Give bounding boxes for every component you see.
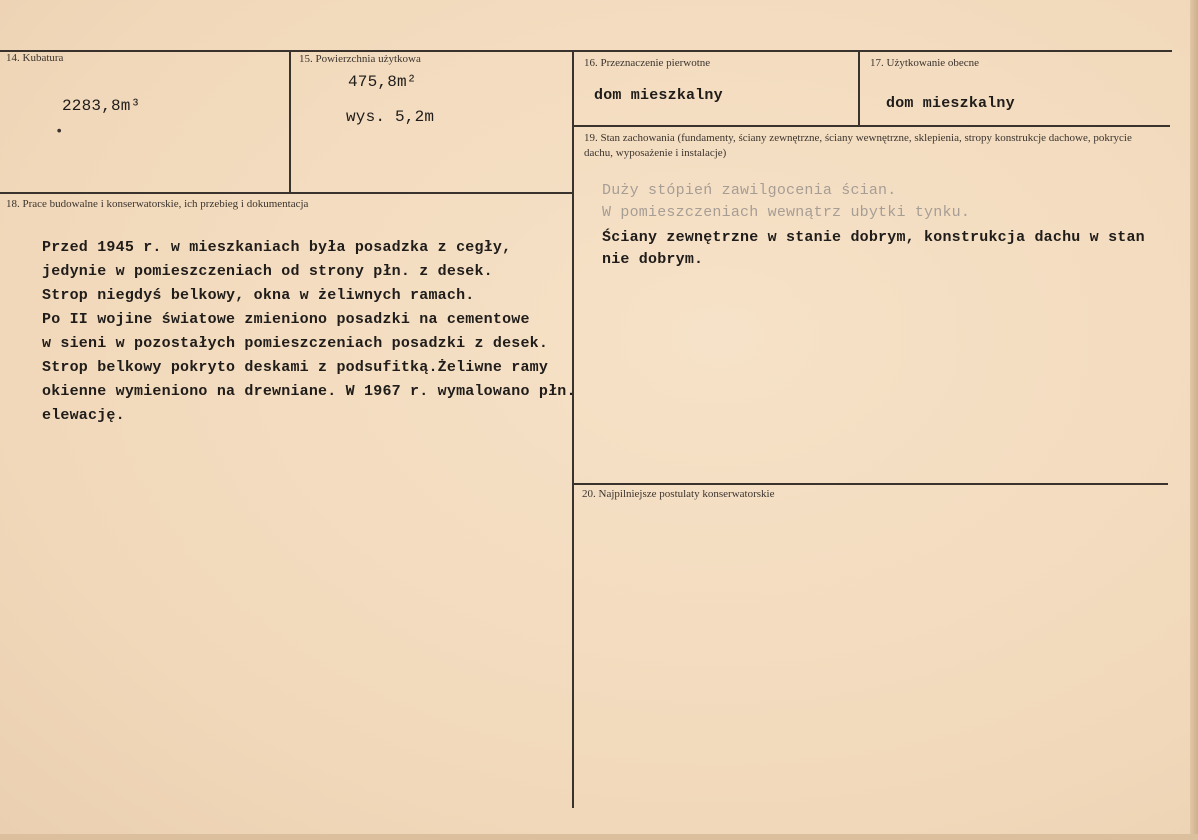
powierzchnia-value: 475,8m²	[348, 73, 417, 91]
stan-line: nie dobrym.	[602, 251, 704, 268]
prace-line: okienne wymieniono na drewniane. W 1967 r. wymalowano płn.	[42, 383, 576, 400]
uzytkowanie-label: 17. Użytkowanie obecne	[870, 57, 980, 69]
prace-line: w sieni w pozostałych pomieszczeniach posadzki z desek.	[42, 335, 549, 352]
ink-dot: •	[55, 124, 64, 140]
divider-right-20	[574, 483, 1168, 485]
card-edge-bottom	[0, 834, 1198, 840]
prace-line: Strop niegdyś belkowy, okna w żeliwnych ramach.	[42, 287, 475, 304]
stan-faint-text	[602, 180, 970, 224]
divider-top	[0, 50, 1172, 52]
stan-label: 19. Stan zachowania (fundamenty, ściany zewnętrzne, ściany wewnętrzne, sklepienia, stropy konstrukcje dachowe, pokrycie dachu, wyposażenie i instalacje)	[584, 132, 1132, 159]
card-edge-right	[1190, 0, 1198, 840]
prace-line: elewację.	[42, 407, 125, 424]
stan-line: Ściany zewnętrzne w stanie dobrym, konstrukcja dachu w stan	[602, 229, 1145, 246]
divider-below-16-17	[574, 125, 1170, 127]
divider-col-17	[858, 52, 860, 126]
powierzchnia-label: 15. Powierzchnia użytkowa	[299, 53, 421, 65]
prace-label: 18. Prace budowalne i konserwatorskie, ich przebieg i dokumentacja	[6, 198, 309, 210]
prace-text	[42, 236, 576, 428]
prace-line: Przed 1945 r. w mieszkaniach była posadzka z cegły,	[42, 239, 512, 256]
prace-line: jedynie w pomieszczeniach od strony płn. z desek.	[42, 263, 493, 280]
prace-line: Po II wojine światowe zmieniono posadzki na cementowe	[42, 311, 530, 328]
postulaty-label: 20. Najpilniejsze postulaty konserwatorskie	[582, 488, 775, 500]
stan-text	[602, 227, 1192, 271]
kubatura-label: 14. Kubatura	[6, 52, 64, 64]
divider-left-18	[0, 192, 573, 194]
uzytkowanie-value: dom mieszkalny	[886, 95, 1015, 112]
powierzchnia-height: wys. 5,2m	[346, 108, 435, 126]
prace-line: Strop belkowy pokryto deskami z podsufitką.Żeliwne ramy	[42, 359, 549, 376]
stan-faint-line: W pomieszczeniach wewnątrz ubytki tynku.	[602, 204, 971, 221]
kubatura-value: 2283,8m³	[62, 97, 141, 115]
stan-faint-line: Duży stópień zawilgocenia ścian.	[602, 182, 897, 199]
przeznaczenie-value: dom mieszkalny	[594, 87, 723, 104]
divider-main	[572, 50, 574, 808]
przeznaczenie-label: 16. Przeznaczenie pierwotne	[584, 57, 711, 69]
divider-col-15	[289, 50, 291, 192]
